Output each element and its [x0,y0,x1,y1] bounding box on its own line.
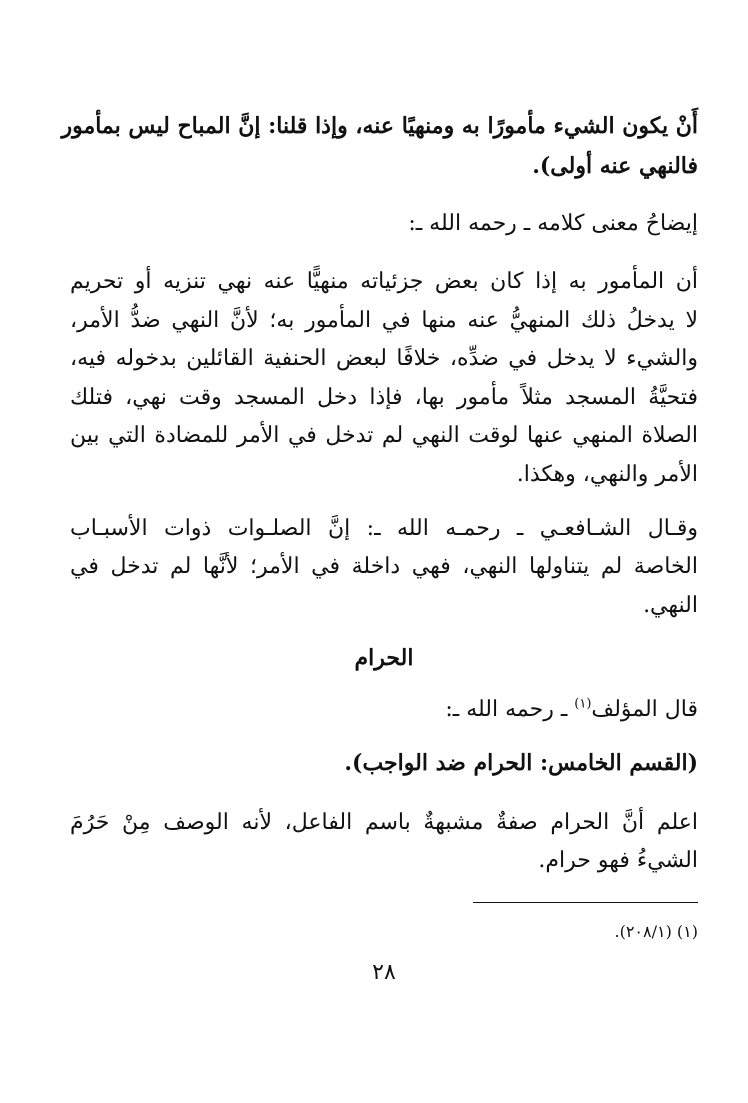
author-intro-tail: ـ رحمه الله ـ: [445,697,575,722]
author-intro [445,692,698,728]
paragraph-1-line-6: الأمر والنهي، وهكذا. [516,462,698,487]
paragraph-2-line-1: وقـال الشـافعـي ـ رحمـه الله ـ: إنَّ الصلـوات ذوات الأسبـاب [70,516,698,541]
footnote-divider [473,902,698,903]
paragraph-2-line-2: الخاصة لم يتناولها النهي، فهي داخلة في الأمر؛ لأنَّها لم تدخل في [70,554,698,579]
book-page [61,90,698,1050]
paragraph-3-line-1: اعلم أنَّ الحرام صفةٌ مشبهةٌ باسم الفاعل، لأنه الوصف مِنْ حَرُمَ [70,810,698,835]
section-quote: (القسم الخامس: الحرام ضد الواجب). [344,750,698,776]
paragraph-3-line-2: الشيءُ فهو حرام. [538,848,698,873]
opening-quote-line-2: فالنهي عنه أولى). [532,153,698,179]
footnote-marker: (١) [574,696,592,712]
opening-quote-line-1: أَنْ يكون الشيء مأمورًا به ومنهيًا عنه، وإذا قلنا: إنَّ المباح ليس بمأمور [61,113,698,139]
paragraph-1-line-3: والشيء لا يدخل في ضدِّه، خلافًا لبعض الحنفية القائلين بدخوله فيه، [70,346,698,371]
author-intro-text: قال المؤلف [591,697,698,722]
paragraph-1-line-2: لا يدخلُ ذلك المنهيُّ عنه منها في المأمور به؛ لأنَّ النهي ضدُّ الأمر، [70,308,698,333]
explanation-heading: إيضاحُ معنى كلامه ـ رحمه الله ـ: [408,211,698,236]
paragraph-1-line-1: أن المأمور به إذا كان بعض جزئياته منهيًّا عنه نهي تنزيه أو تحريم [70,269,698,294]
paragraph-1-line-4: فتحيَّةُ المسجد مثلاً مأمور بها، فإذا دخل المسجد وقت نهي، فتلك [70,385,698,410]
paragraph-1-line-5: الصلاة المنهي عنها لوقت النهي لم تدخل في الأمر للمضادة التي بين [70,423,698,448]
page-number: ٢٨ [372,960,396,985]
footnote: (١) (٢٠٨/١). [614,922,698,941]
paragraph-2-line-3: النهي. [643,593,698,618]
section-title: الحرام [354,645,414,671]
